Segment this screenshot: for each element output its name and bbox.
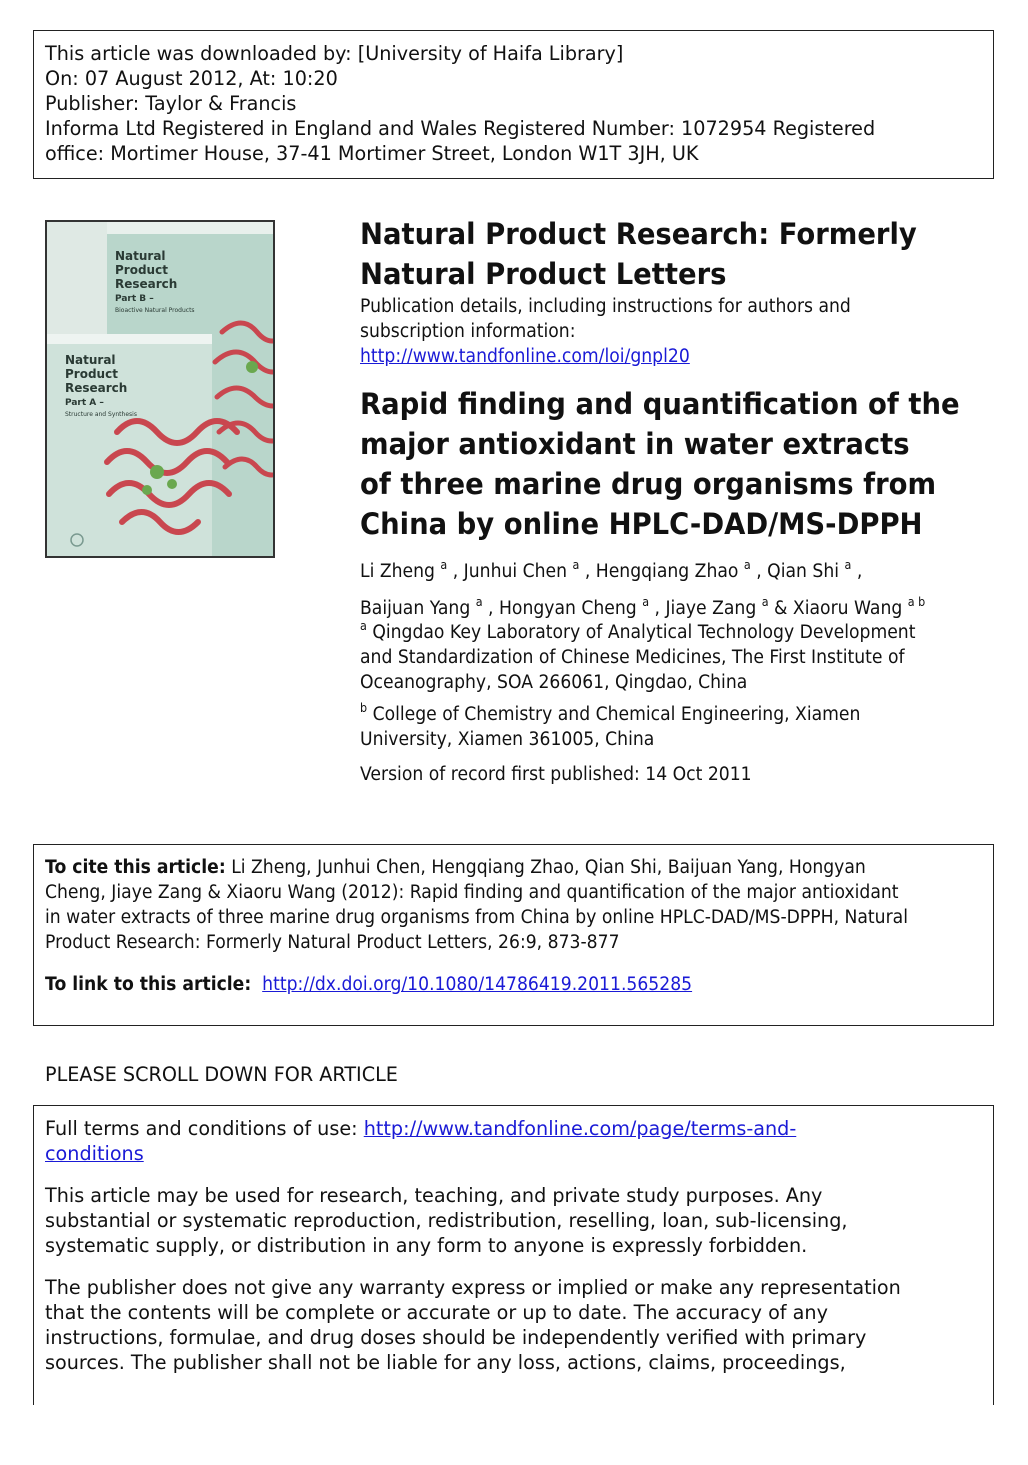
- author-name: Li Zheng: [360, 561, 435, 582]
- terms-intro: Full terms and conditions of use:: [45, 1117, 358, 1140]
- terms-line: The publisher does not give any warranty express or implied or make any representation: [45, 1276, 901, 1299]
- cover-front-title: Product: [65, 367, 118, 381]
- download-info-line: office: Mortimer House, 37-41 Mortimer Street, London W1T 3JH, UK: [45, 142, 699, 165]
- affiliation-line: University, Xiamen 361005, China: [360, 729, 655, 750]
- article-title-line: major antioxidant in water extracts: [360, 427, 910, 461]
- author-affiliation-marker: a: [761, 595, 769, 609]
- affiliation-b: [360, 696, 974, 752]
- author-separator: ,: [482, 598, 499, 619]
- terms-line: sources. The publisher shall not be liable for any loss, actions, claims, proceedings,: [45, 1351, 846, 1374]
- terms-paragraph-usage: [45, 1183, 982, 1258]
- author-affiliation-marker: a: [440, 558, 448, 572]
- terms-url-link[interactable]: http://www.tandfonline.com/page/terms-and-: [363, 1117, 797, 1140]
- article-title-line: Rapid finding and quantification of the: [360, 387, 960, 421]
- author-affiliation-marker: a: [844, 558, 852, 572]
- affiliation-a: [360, 614, 974, 695]
- author-list: [360, 550, 992, 624]
- citation-box: [33, 844, 994, 1026]
- version-of-record: Version of record first published: 14 Oct 2011: [360, 764, 752, 785]
- doi-link[interactable]: http://dx.doi.org/10.1080/14786419.2011.565285: [262, 974, 693, 995]
- author-affiliation-marker: a: [642, 595, 650, 609]
- author-separator: ,: [579, 561, 596, 582]
- cover-back-subtitle: Part B –: [115, 294, 154, 304]
- terms-line: that the contents will be complete or accurate or up to date. The accuracy of any: [45, 1301, 828, 1324]
- author-affiliation-marker: a: [475, 595, 483, 609]
- author-name: Jiaye Zang: [665, 598, 757, 619]
- article-title-line: China by online HPLC-DAD/MS-DPPH: [360, 507, 923, 541]
- publication-details: [360, 294, 955, 369]
- publication-details-line: subscription information:: [360, 321, 576, 342]
- download-info-box: [33, 30, 994, 179]
- journal-title-line: Natural Product Letters: [360, 257, 727, 291]
- citation-label: To cite this article:: [45, 857, 226, 878]
- terms-line: systematic supply, or distribution in any form to anyone is expressly forbidden.: [45, 1234, 808, 1257]
- cover-front-subtitle: Structure and Synthesis: [65, 411, 137, 418]
- terms-paragraph-warranty: [45, 1275, 982, 1375]
- article-link-line: [45, 972, 975, 997]
- cover-back-subtitle: Bioactive Natural Products: [115, 307, 195, 314]
- scroll-down-notice: PLEASE SCROLL DOWN FOR ARTICLE: [45, 1063, 398, 1086]
- article-title: [360, 384, 974, 544]
- affiliation-line: and Standardization of Chinese Medicines, The First Institute of: [360, 647, 905, 668]
- author-name: Junhui Chen: [463, 561, 568, 582]
- affiliation-line: Qingdao Key Laboratory of Analytical Technology Development: [372, 622, 916, 643]
- author-affiliation-marker: a: [743, 558, 751, 572]
- citation-line: Product Research: Formerly Natural Product Letters, 26:9, 873-877: [45, 932, 620, 953]
- cover-back-title: Research: [115, 277, 178, 291]
- author-name: Hongyan Cheng: [498, 598, 637, 619]
- author-affiliation-marker: a: [572, 558, 580, 572]
- author-separator: ,: [851, 561, 863, 582]
- affiliation-marker: b: [360, 701, 368, 715]
- journal-url-link[interactable]: http://www.tandfonline.com/loi/gnpl20: [360, 346, 690, 367]
- cover-front-title: Natural: [65, 353, 116, 367]
- affiliation-marker: a: [360, 619, 367, 633]
- terms-line: substantial or systematic reproduction, redistribution, reselling, loan, sub-licensing,: [45, 1209, 848, 1232]
- author-name: Baijuan Yang: [360, 598, 471, 619]
- download-info-line: Publisher: Taylor & Francis: [45, 92, 297, 115]
- cover-back-title: Natural: [115, 249, 166, 263]
- journal-title: [360, 214, 955, 294]
- terms-line: instructions, formulae, and drug doses should be independently verified with primary: [45, 1326, 867, 1349]
- author-affiliation-marker: a b: [907, 595, 926, 609]
- journal-cover-image: [45, 220, 275, 558]
- author-separator: ,: [750, 561, 768, 582]
- author-separator: ,: [649, 598, 666, 619]
- article-title-line: of three marine drug organisms from: [360, 467, 937, 501]
- citation-text: [45, 855, 975, 955]
- download-info-line: Informa Ltd Registered in England and Wales Registered Number: 1072954 Registered: [45, 117, 876, 140]
- author-name: Xiaoru Wang: [792, 598, 903, 619]
- author-separator: &: [768, 598, 793, 619]
- citation-line: in water extracts of three marine drug organisms from China by online HPLC-DAD/MS-DPPH, Natural: [45, 907, 908, 928]
- affiliation-line: College of Chemistry and Chemical Engineering, Xiamen: [372, 704, 861, 725]
- download-info-line: On: 07 August 2012, At: 10:20: [45, 67, 338, 90]
- affiliation-line: Oceanography, SOA 266061, Qingdao, China: [360, 672, 748, 693]
- citation-line: Cheng, Jiaye Zang & Xiaoru Wang (2012): Rapid finding and quantification of the major antioxidant: [45, 882, 899, 903]
- author-name: Hengqiang Zhao: [595, 561, 739, 582]
- terms-box: [33, 1105, 994, 1405]
- cover-back-title: Product: [115, 263, 168, 277]
- terms-line: This article may be used for research, teaching, and private study purposes. Any: [45, 1184, 823, 1207]
- terms-url-link-continued[interactable]: conditions: [45, 1142, 144, 1165]
- author-name: Qian Shi: [767, 561, 840, 582]
- cover-front-subtitle: Part A –: [65, 398, 104, 408]
- citation-line: Li Zheng, Junhui Chen, Hengqiang Zhao, Qian Shi, Baijuan Yang, Hongyan: [231, 857, 866, 878]
- cover-front-title: Research: [65, 381, 128, 395]
- download-info-line: This article was downloaded by: [University of Haifa Library]: [45, 42, 624, 65]
- author-separator: ,: [447, 561, 464, 582]
- journal-title-line: Natural Product Research: Formerly: [360, 217, 917, 251]
- publication-details-line: Publication details, including instructions for authors and: [360, 296, 851, 317]
- article-link-label: To link to this article:: [45, 974, 252, 995]
